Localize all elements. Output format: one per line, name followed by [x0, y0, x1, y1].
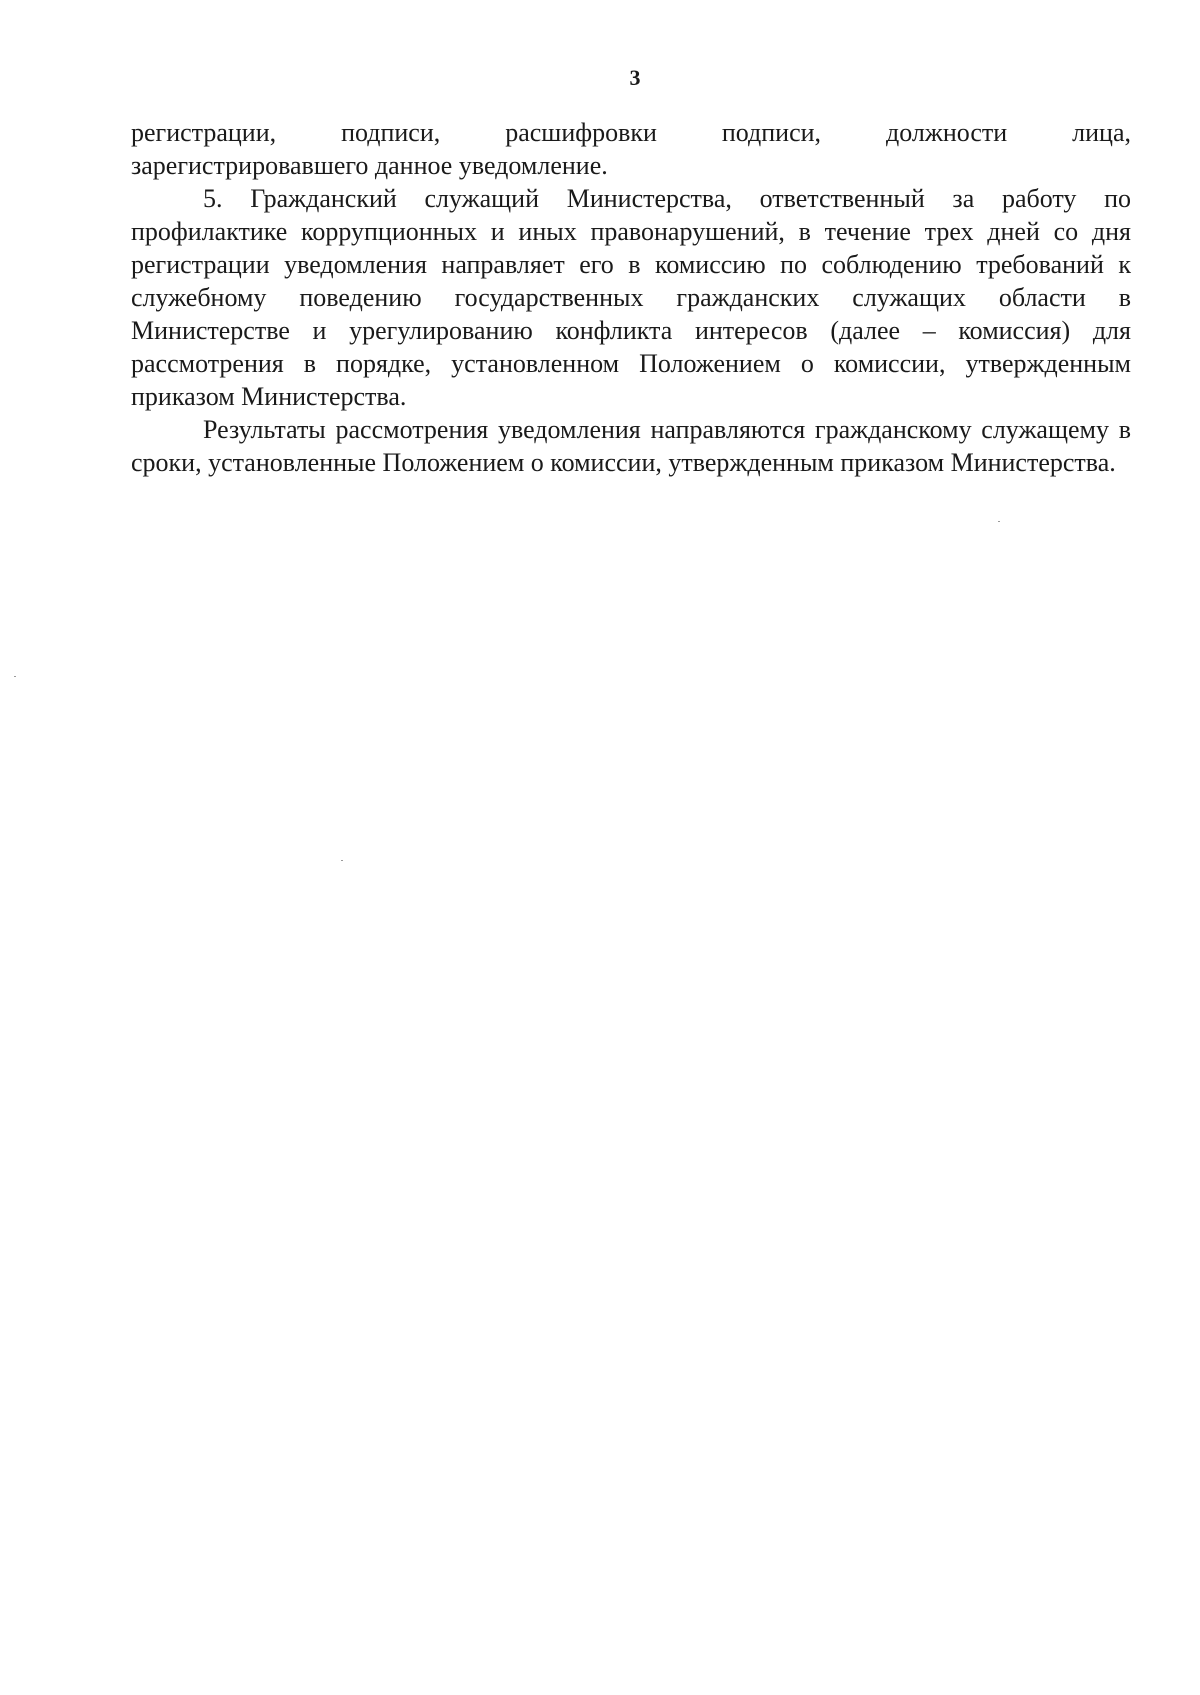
paragraph-continuation — [131, 116, 1131, 182]
paragraph-results: Результаты рассмотрения уведомления направляются гражданскому служащему в сроки, установленные Положением о комиссии, утвержденным приказом Министерства. — [131, 415, 1131, 477]
scan-speck — [998, 521, 1000, 522]
paragraph-item-5: 5. Гражданский служащий Министерства, ответственный за работу по профилактике коррупционных и иных правонарушений, в течение трех дней со дня регистрации уведомления направляет его в комиссию по соблюдению требований к служебному поведению государственных гражданских служащих области в Министерстве и урегулированию конфликта интересов (далее – комиссия) для рассмотрения в порядке, установленном Положением о комиссии, утвержденным приказом Министерства. — [131, 184, 1131, 411]
paragraph-continuation-first-line: регистрации, подписи, расшифровки подписи, должности лица, — [131, 118, 1131, 147]
document-body — [131, 116, 1131, 479]
scan-speck — [14, 676, 16, 677]
scan-speck — [341, 860, 343, 861]
page-number: 3 — [629, 65, 641, 90]
paragraph-continuation-rest: зарегистрировавшего данное уведомление. — [131, 151, 608, 180]
